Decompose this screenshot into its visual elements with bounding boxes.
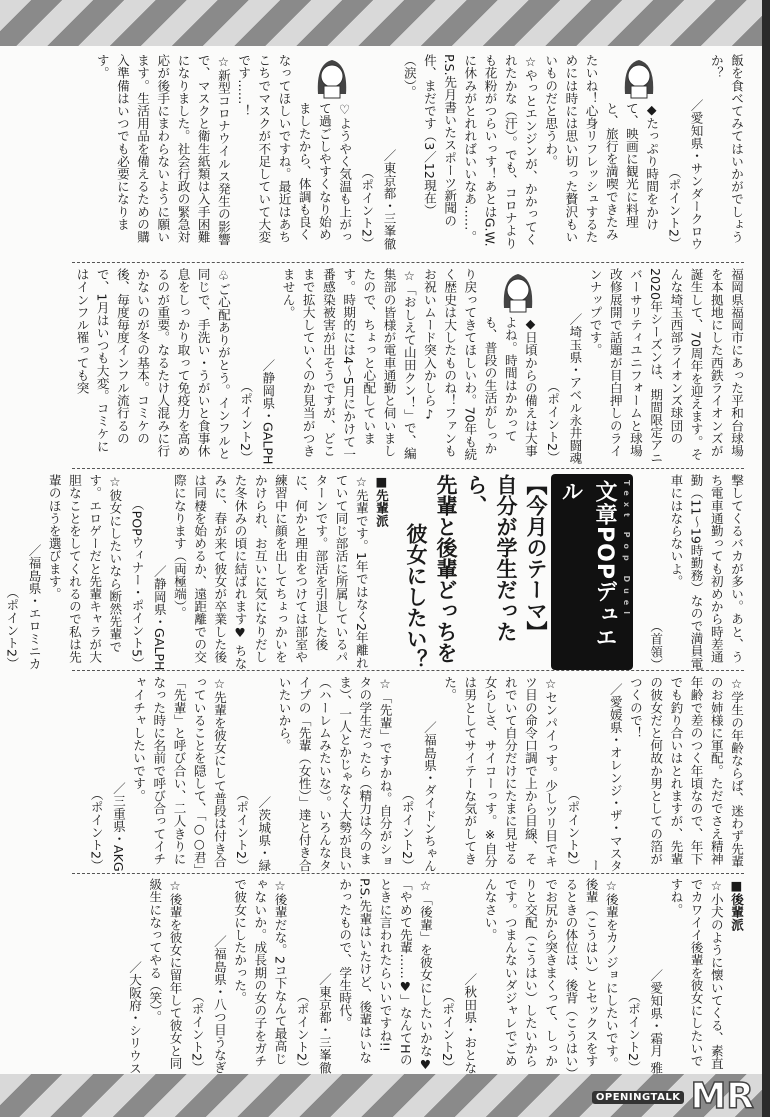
top-stripe-border xyxy=(0,0,762,46)
theme-line: 彼女にしたい？ xyxy=(403,523,428,670)
letter-text: ☆センパイっす。少しツリ目でキツ目の命令口調で上から目線、それでいて自分だけにたまに見せる女らしさ、サイコーっす。※自分は男としてサイテーな気がしてきた。 xyxy=(442,676,559,868)
letter-author: ／大阪府・シリウス xyxy=(127,960,143,1074)
letter-author: ／茨城県・緑 xyxy=(256,796,272,872)
page-edge xyxy=(762,0,770,1117)
letter-text: ☆後輩をカノジョにしたいです。後輩（こうはい）とセックスをするときの体位は、後背（こうはい）でお尻から突きまくって、しっかりと交配（こうはい）したいからです。つまんないダジャレでごめんなさい。 xyxy=(482,878,619,1074)
letter-text: ☆「先輩」ですかね。自分がショタの学生だったら（精力は今のまま）、一人とかじゃなく大勢が良い（ハーレムみたいな）。いろんなタイプの「先輩（女性）」達と付き合いたいから。 xyxy=(276,676,393,872)
letter-author: ／三重県・AKG xyxy=(110,782,126,872)
divider xyxy=(72,670,744,671)
letter-points: （POPウィナー・ポイント5） xyxy=(129,498,145,670)
letter-text: P.S.先輩はいたけど、後輩はいなかったもので、学生時代。 xyxy=(337,878,373,1064)
letter-text: ☆後輩だな。2コ下なんて最高じゃないか。成長期の女の子をガチで彼女にしたかった。 xyxy=(232,878,288,1067)
brand-band xyxy=(551,474,633,670)
letter-points: （ポイント2） xyxy=(189,990,205,1074)
letter-text: P.S.先月書いたスポーツ新聞の件、まだです（3／12現在）（涙）。 xyxy=(401,54,458,227)
editor-reply: ◆日頃からの備えは大事よね。時間はかかっても、普段の生活がしっかり戻ってきてほしいわ。70年も続く歴史は大したものね！ファンもお祝いムード突入かしら♪ xyxy=(421,268,538,461)
title-box xyxy=(401,474,633,670)
letter-points: （ポイント2） xyxy=(440,990,456,1074)
avatar-illustration xyxy=(310,54,354,100)
tier-1 xyxy=(74,54,746,250)
magazine-logo: MR xyxy=(690,1076,754,1117)
letter-text: ♧ご心配ありがとう。インフルと同じで、手洗い・うがいと食事休息をしっかり取って免疫力を高めるのが重要。なるたけ人混みに行かないのが冬の基本。コミケの後、毎度毎度インフル流行るので、1月はいつも大変。コミケにはインフル罹っても突 xyxy=(74,268,231,460)
letter-points: （ポイント2） xyxy=(666,166,682,250)
letter-points: （ポイント2） xyxy=(359,166,375,250)
letter-text: ☆後輩を彼女に留年して彼女と同級生になってやる（笑）。 xyxy=(147,878,183,1070)
avatar-illustration xyxy=(496,268,540,314)
letter-author: ／静岡県・GALPH xyxy=(260,358,276,464)
letter-author: ／福島県・ダイドンちゃん xyxy=(421,720,437,872)
footer-label: OPENINGTALK xyxy=(592,1091,685,1104)
letter-text: ☆やっとエンジンが、かかってくれたかな（汗）。でも、コロナよりも花粉がつらいっす！あとはG.W.に休みがとれればいいなあ……。 xyxy=(462,54,538,250)
letter-author: ／愛知県・サンダークロウ xyxy=(688,98,704,250)
tier-4 xyxy=(74,676,746,872)
divider xyxy=(72,468,744,469)
letter-text: ☆学生の年齢ならば、迷わず先輩のお姉様に軍配。ただでさえ精神年齢で差のつく年頃なので、年下でも釣り合いはとれますが、先輩の彼女だと何故か男としての箔がつくので！ xyxy=(627,676,744,868)
theme-line: 先輩と後輩どっちを xyxy=(433,474,458,663)
letter-points: （ポイント2） xyxy=(545,380,561,464)
letter-points: （ポイント2） xyxy=(238,380,254,464)
letter-text: ☆新型コロナウイルス発生の影響で、マスクと衛生紙類は入手困難になりました。社会行政の緊急対応が後手にまわらないように願います。生活用品を備えるための購入準備はいつでも必要になります。 xyxy=(94,54,231,246)
letter-text: ☆小犬のように懐いてくる、素直でカワイイ後輩を彼女にしたいですね。 xyxy=(668,878,724,1070)
letter-author: ／東京都・三峯徹 xyxy=(381,149,397,250)
letter-text: 飯を食べてみてはいかがでしょうか？ xyxy=(708,54,744,243)
letter-points: （ポイント2） xyxy=(625,990,641,1074)
letter-text: ☆「おしえて山田クン！」で、編集部の皆様が電車通勤と伺いましたので、ちょっと心配しています。時期的には4～5月にかけて一番感染被害が出そうですが、どこまで拡大していくのか見当がつきません。 xyxy=(280,268,417,461)
tier-5 xyxy=(74,878,746,1074)
letter-points: （ポイント2） xyxy=(399,788,415,872)
letter-points: （ポイント2） xyxy=(4,586,20,670)
letter-points: （ポイント2） xyxy=(565,788,581,872)
letter-author: ／埼玉県・アベル永井闘魂 xyxy=(567,312,583,464)
brand-title: 文章POPデュエル xyxy=(557,480,617,649)
letter-author: ／福島県・八つ目うなぎ xyxy=(211,935,227,1074)
editor-reply: ♡ようやく気温も上がって過ごしやすくなり始めましたから、体調も良くなってほしいですね。最近はあちこちでマスクが不足していて大変です……！ xyxy=(236,54,353,243)
divider xyxy=(72,873,744,874)
letter-text: ☆先輩を彼女にして普段は付き合っていることを隠して、「○○君」「先輩」と呼び合い、二人きりになった時に名前で呼び合ってイチャイチャしたいです。 xyxy=(131,676,227,870)
divider xyxy=(72,262,744,263)
letter-author: ／秋田県・おとな xyxy=(462,973,478,1074)
letter-author: ／静岡県・GALPH xyxy=(151,564,167,670)
avatar-illustration xyxy=(617,54,661,100)
section-heading: ■先輩派 xyxy=(373,474,389,527)
letter-author: ／愛知県・霜月 雅 xyxy=(648,969,664,1074)
theme-label: 【今月のテーマ】 xyxy=(523,474,548,642)
tier-3 xyxy=(4,474,746,670)
letter-points: （ポイント2） xyxy=(234,788,250,872)
editor-reply: ◆たっぷり時間をかけて、映画に観光に料理と、旅行を満喫できたみたいね！心身リフレッシュするためには時には思い切った贅沢もいいものだと思うわ。 xyxy=(543,54,660,243)
brand-subtitle: Text Pop Duel xyxy=(621,480,631,620)
letter-author: ／愛媛県・オレンジ・ザ・マスター xyxy=(587,683,623,872)
theme-line: 自分が学生だったら、 xyxy=(463,474,518,642)
letter-points: （ポイント2） xyxy=(88,788,104,872)
letter-text: ☆彼女にしたいなら断然先輩です。エロゲーだと先輩キャラが大胆なことをしてくれるので私は先輩のほうを選びます。 xyxy=(46,474,123,663)
section-heading: ■後輩派 xyxy=(729,878,744,931)
letter-text: ☆「後輩」を彼女にしたいかな♥「やめて先輩……♥」なんてHのときに言われたらいいですね!! xyxy=(377,878,433,1072)
footer xyxy=(592,1076,754,1117)
letter-text: 福岡県福岡市にあった平和台球場を本拠地にした西鉄ライオンズが誕生して、70周年を迎えます。そんな埼玉西部ライオンズ球団の2020年シーズンは、期間限定アニバーサリティユニフォームと球場改修展開で話題が目白押しのラインナップです。 xyxy=(587,268,744,464)
letter-author: （首領） xyxy=(648,619,664,670)
letter-points: （ポイント2） xyxy=(294,990,310,1074)
letter-text: 撃してくるバカが多い。あと、うち電車通勤っても初めから時差通勤（11～19時勤務）なので満員電車にはならないよ。 xyxy=(668,474,744,670)
letter-text: ☆先輩です。1年ではなく2年離れていて同じ部活に所属しているパターンです。部活を引退した後に、何かと理由をつけては部室や練習中に顔を出してちょっかいをかけられ、お互いに気になりだした冬休みの頃に結ばれます♥ ちなみに、春が来て彼女が卒業した後は同棲を始めるか、遠距離での交際になります（両極端）。 xyxy=(171,474,369,670)
letter-author: ／東京都・三峯徹 xyxy=(316,973,332,1074)
letter-author: ／福島県・エロミニカ xyxy=(26,544,42,670)
tier-2 xyxy=(74,268,746,464)
